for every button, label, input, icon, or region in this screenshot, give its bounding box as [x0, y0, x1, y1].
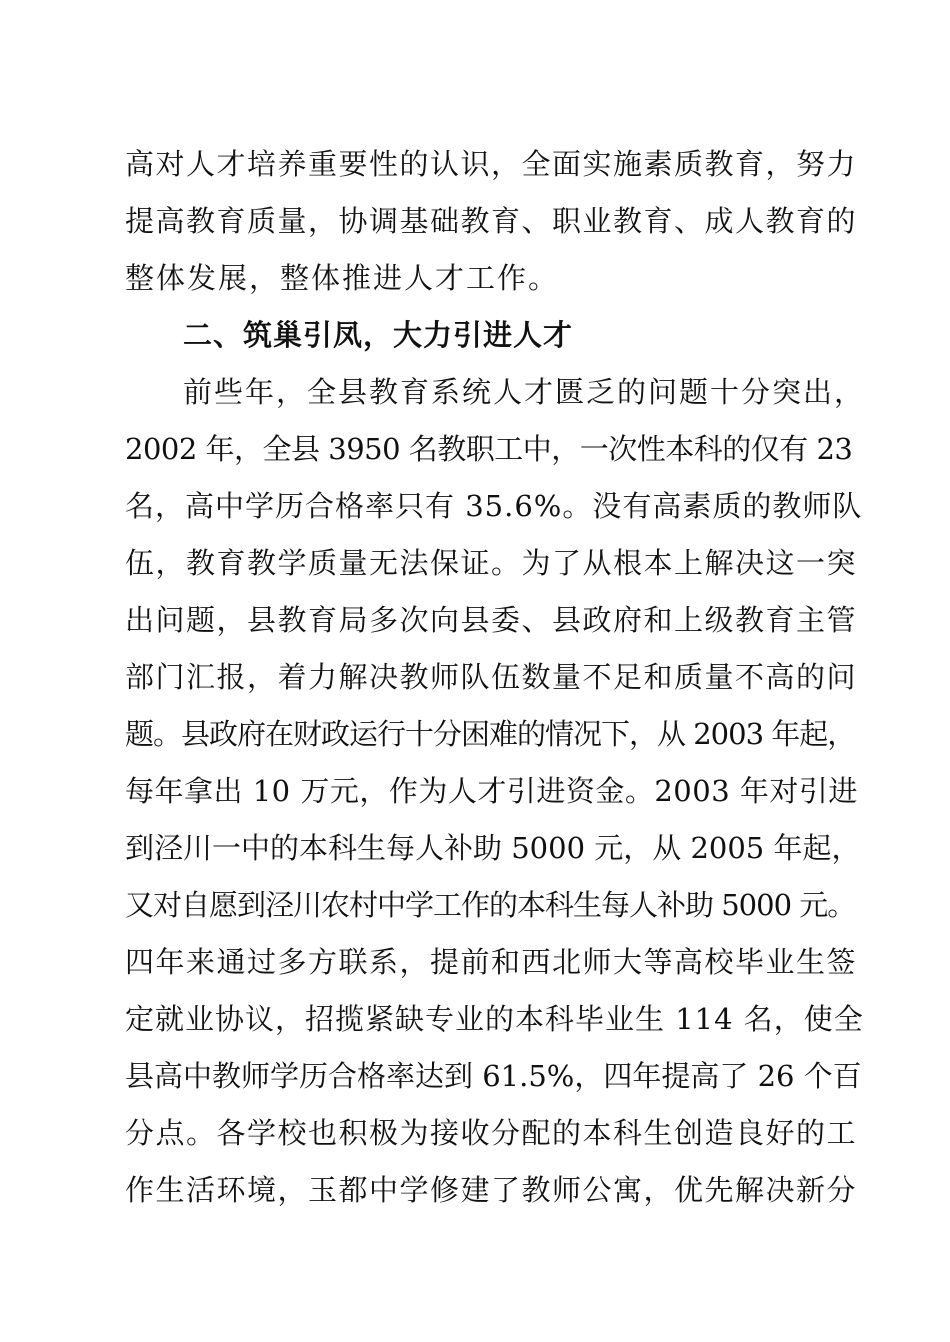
text-line: 又对自愿到泾川农村中学工作的本科生每人补助 5000 元。 — [125, 888, 856, 922]
body-text — [125, 136, 865, 1219]
text-line: 四年来通过多方联系，提前和西北师大等高校毕业生签 — [125, 945, 858, 979]
text-line: 部门汇报，着力解决教师队伍数量不足和质量不高的问 — [125, 660, 858, 694]
text-line: 伍，教育教学质量无法保证。为了从根本上解决这一突 — [125, 546, 858, 580]
text-line: 提高教育质量，协调基础教育、职业教育、成人教育的 — [125, 204, 858, 238]
text-line: 县高中教师学历合格率达到 61.5%，四年提高了 26 个百 — [125, 1059, 862, 1093]
text-line: 名，高中学历合格率只有 35.6%。没有高素质的教师队 — [125, 489, 863, 523]
text-line: 2002 年，全县 3950 名教职工中，一次性本科的仅有 23 — [125, 432, 853, 466]
text-line: 作生活环境，玉都中学修建了教师公寓，优先解决新分 — [125, 1173, 858, 1207]
text-line: 分点。各学校也积极为接收分配的本科生创造良好的工 — [125, 1116, 858, 1150]
paragraph-first-line: 前些年，全县教育系统人才匮乏的问题十分突出， — [183, 375, 866, 409]
text-line: 定就业协议，招揽紧缺专业的本科毕业生 114 名，使全 — [125, 1002, 864, 1036]
text-line: 高对人才培养重要性的认识，全面实施素质教育，努力 — [125, 147, 858, 181]
text-line: 到泾川一中的本科生每人补助 5000 元，从 2005 年起， — [125, 831, 861, 865]
text-line: 每年拿出 10 万元，作为人才引进资金。2003 年对引进 — [125, 774, 858, 808]
text-line: 题。县政府在财政运行十分困难的情况下，从 2003 年起， — [125, 717, 856, 751]
section-heading: 二、筑巢引凤，大力引进人才 — [183, 318, 574, 352]
text-line: 整体发展，整体推进人才工作。 — [125, 261, 560, 295]
text-line: 出问题，县教育局多次向县委、县政府和上级教育主管 — [125, 603, 858, 637]
